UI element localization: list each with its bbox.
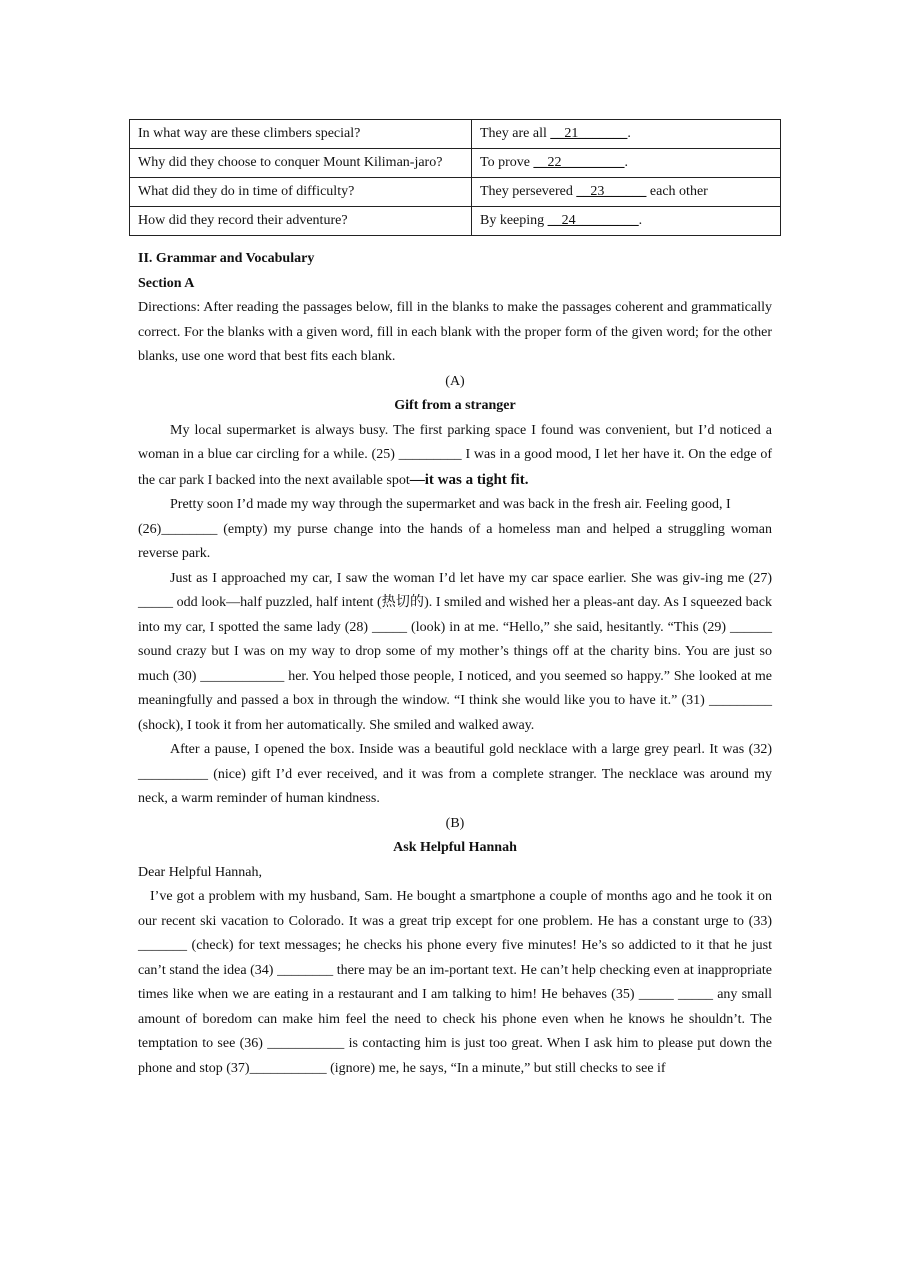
table-answer-cell: They are all __21_______.	[472, 120, 781, 149]
table-question-cell: What did they do in time of difficulty?	[130, 178, 472, 207]
answer-blank-21: __21_______	[550, 126, 628, 141]
table-answer-cell: They persevered __23______ each other	[472, 178, 781, 207]
table-answer-cell: By keeping __24_________.	[472, 207, 781, 236]
passage-b-title: Ask Helpful Hannah	[393, 840, 517, 855]
question-table	[129, 119, 781, 236]
passage-a-paragraph: After a pause, I opened the box. Inside was a beautiful gold necklace with a large grey pearl. It was (32) __________ (nice) gift I’d ever received, and it was from a complete stranger. The necklace was around my neck, a warm reminder of human kindness.	[138, 742, 772, 806]
directions-text: Directions: After reading the passages below, fill in the blanks to make the passages coherent and grammatically correct. For the blanks with a given word, fill in each blank with the proper form of the given word; for the other blanks, use one word that best fits each blank.	[138, 300, 772, 364]
passage-a-title: Gift from a stranger	[394, 398, 516, 413]
table-answer-cell: To prove __22_________.	[472, 149, 781, 178]
passage-a-paragraph: My local supermarket is always busy. The first parking space I found was convenient, but I’d noticed a woman in a blue car circling for a while. (25) _________ I was in a good mood, I let her have it. On the edge of the car park I backed into the next available spot—it was a tight fit.	[138, 422, 772, 488]
passage-a-label: (A)	[445, 373, 465, 389]
letter-salutation: Dear Helpful Hannah,	[138, 864, 263, 880]
passage-b-paragraph: I’ve got a problem with my husband, Sam. He bought a smartphone a couple of months ago and he took it on our recent ski vacation to Colorado. It was a great trip except for one problem. He has a constant urge to (33) _______ (check) for text messages; he checks his phone every five minutes! He’s so addicted to it that he just can’t stand the idea (34) ________ there may be an im-portant text. He can’t help checking even at inappropriate times like when we are eating in a restaurant and I am talking to him! He behaves (35) _____ _____ any small amount of boredom can make him feel the need to check his phone even when he knows he shouldn’t. The temptation to see (36) ___________ is contacting him is just too great. When I ask him to please put down the phone and stop (37)___________ (ignore) me, he says, “In a minute,” but still checks to see if	[138, 889, 772, 1076]
emphasis-text: —it was a tight fit.	[409, 471, 529, 488]
table-question-cell: In what way are these climbers special?	[130, 120, 472, 149]
passage-a-paragraph: Just as I approached my car, I saw the woman I’d let have my car space earlier. She was giv-ing me (27) _____ odd look—half puzzled, half intent (热切的). I smiled and wished her a pleas-ant day. As I squeezed back into my car, I spotted the same lady (28) _____ (look) in at me. “Hello,” she said, hesitantly. “This (29) ______ sound crazy but I was on my way to drop some of my mother’s things off at the charity bins. You are just so much (30) ____________ her. You helped those people, I noticed, and you seemed so happy.” She looked at me meaningfully and passed a box in through the window. “I think she would like you to have it.” (31) _________ (shock), I took it from her automatically. She smiled and walked away.	[138, 570, 772, 733]
answer-blank-24: __24_________	[547, 213, 639, 228]
table-row	[130, 207, 781, 236]
answer-blank-22: __22_________	[533, 155, 625, 170]
table-question-cell: How did they record their adventure?	[130, 207, 472, 236]
main-content	[138, 247, 772, 1081]
table-question-cell: Why did they choose to conquer Mount Kiliman-jaro?	[130, 149, 472, 178]
table-row	[130, 178, 781, 207]
table-row	[130, 120, 781, 149]
table-row	[130, 149, 781, 178]
part-heading: II. Grammar and Vocabulary	[138, 251, 315, 266]
passage-b-label: (B)	[445, 815, 465, 831]
section-heading: Section A	[138, 275, 195, 291]
answer-blank-23: __23______	[576, 184, 647, 199]
passage-a-paragraph: (26)________ (empty) my purse change into the hands of a homeless man and helped a struggling woman reverse park.	[138, 521, 772, 561]
passage-a-paragraph: Pretty soon I’d made my way through the supermarket and was back in the fresh air. Feeling good, I	[170, 497, 731, 512]
